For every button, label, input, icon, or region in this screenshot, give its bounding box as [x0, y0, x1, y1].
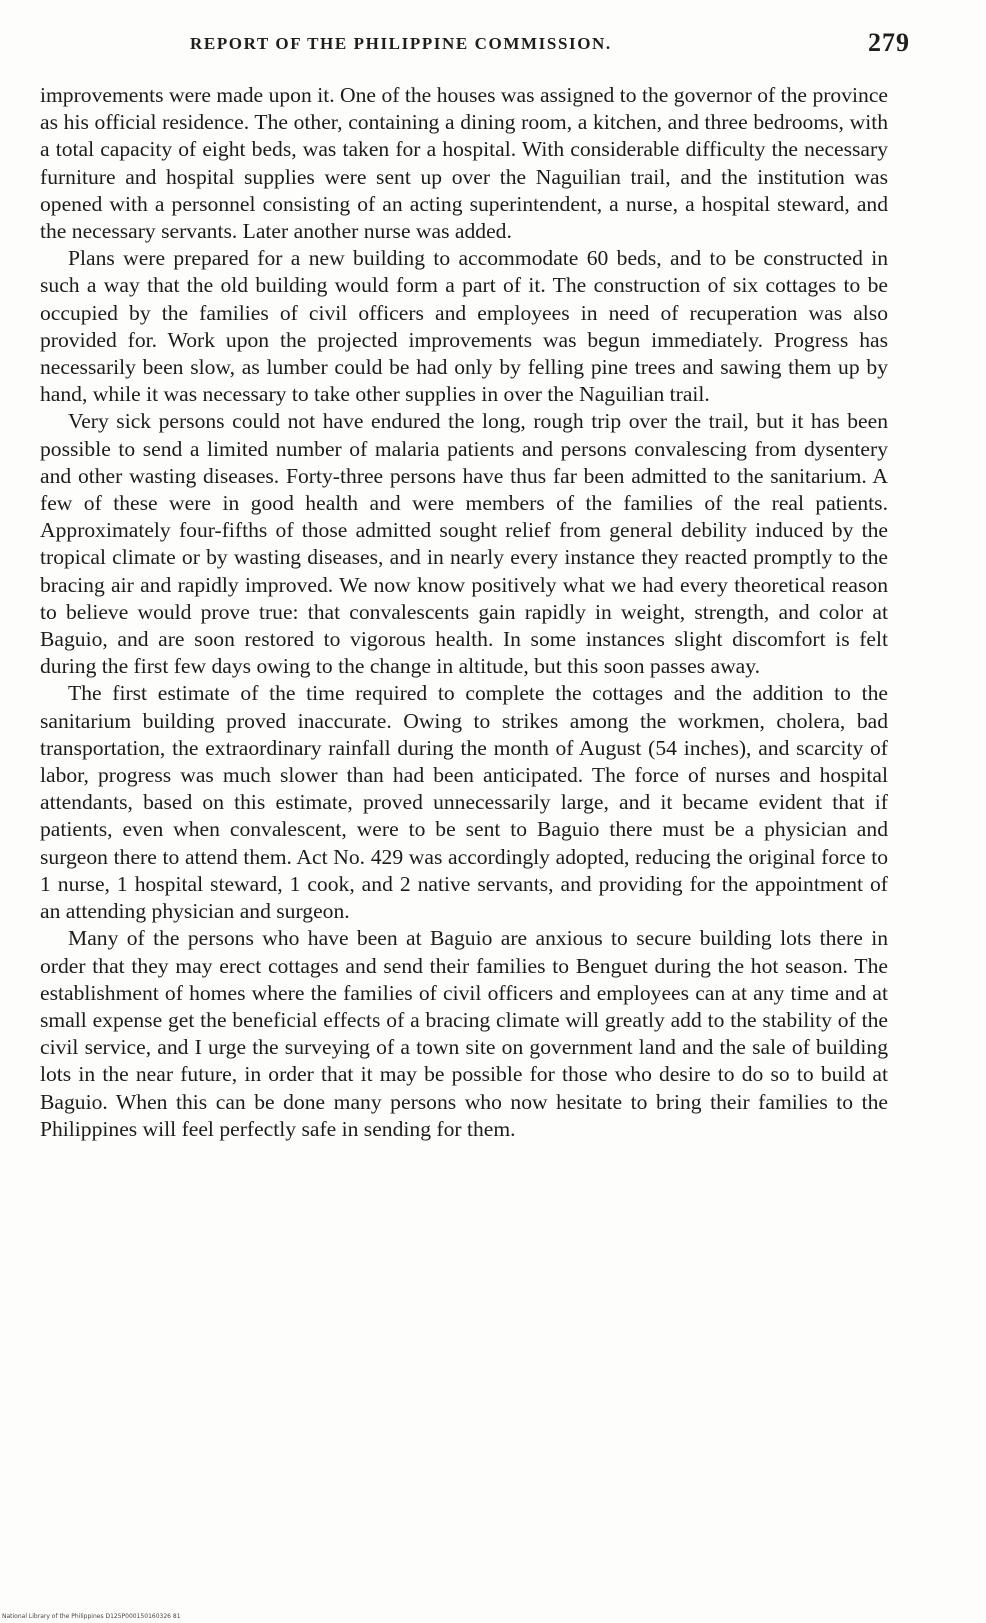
running-head: REPORT OF THE PHILIPPINE COMMISSION. [190, 34, 612, 53]
page-header [40, 28, 910, 62]
scan-source-note: National Library of the Philippines D125P000150160326 81 [2, 1613, 181, 1620]
body-text [40, 82, 888, 1143]
paragraph: improvements were made upon it. One of the houses was assigned to the governor of the province as his official residence. The other, containing a dining room, a kitchen, and three bedrooms, with a total capacity of eight beds, was taken for a hospital. With considerable difficulty the necessary furniture and hospital supplies were sent up over the Naguilian trail, and the institution was opened with a personnel consisting of an acting superintendent, a nurse, a hospital steward, and the necessary servants. Later another nurse was added. [40, 83, 888, 244]
paragraph: Many of the persons who have been at Baguio are anxious to secure building lots there in order that they may erect cottages and send their families to Benguet during the hot season. The establishment of homes where the families of civil officers and employees can at any time and at small expense get the beneficial effects of a bracing climate will greatly add to the stability of the civil service, and I urge the surveying of a town site on government land and the sale of building lots in the near future, in order that it may be possible for those who desire to do so to build at Baguio. When this can be done many persons who now hesitate to bring their families to the Philippines will feel perfectly safe in sending for them. [40, 926, 888, 1141]
paragraph: Very sick persons could not have endured the long, rough trip over the trail, but it has been possible to send a limited number of malaria patients and persons convalescing from dysentery and other wasting diseases. Forty-three persons have thus far been admitted to the sanitarium. A few of these were in good health and were members of the families of the real patients. Approximately four-fifths of those admitted sought relief from general debility induced by the tropical climate or by wasting diseases, and in nearly every instance they reacted promptly to the bracing air and rapidly improved. We now know positively what we had every theoretical reason to believe would prove true: that convalescents gain rapidly in weight, strength, and color at Baguio, and are soon restored to vigorous health. In some instances slight discomfort is felt during the first few days owing to the change in altitude, but this soon passes away. [40, 409, 888, 679]
paragraph: The first estimate of the time required to complete the cottages and the addition to the sanitarium building proved inaccurate. Owing to strikes among the workmen, cholera, bad transportation, the extraordinary rainfall during the month of August (54 inches), and scarcity of labor, progress was much slower than had been anticipated. The force of nurses and hospital attendants, based on this estimate, proved unnecessarily large, and it became evident that if patients, even when convalescent, were to be sent to Baguio there must be a physician and surgeon there to attend them. Act No. 429 was accordingly adopted, reducing the original force to 1 nurse, 1 hospital steward, 1 cook, and 2 native servants, and providing for the appointment of an attending physician and surgeon. [40, 681, 888, 924]
page-number: 279 [868, 28, 910, 57]
paragraph: Plans were prepared for a new building to accommodate 60 beds, and to be constructed in such a way that the old building would form a part of it. The construction of six cottages to be occupied by the families of civil officers and employees in need of recuperation was also provided for. Work upon the projected improvements was begun immediately. Progress has necessarily been slow, as lumber could be had only by felling pine trees and sawing them up by hand, while it was necessary to take other supplies in over the Naguilian trail. [40, 246, 888, 407]
